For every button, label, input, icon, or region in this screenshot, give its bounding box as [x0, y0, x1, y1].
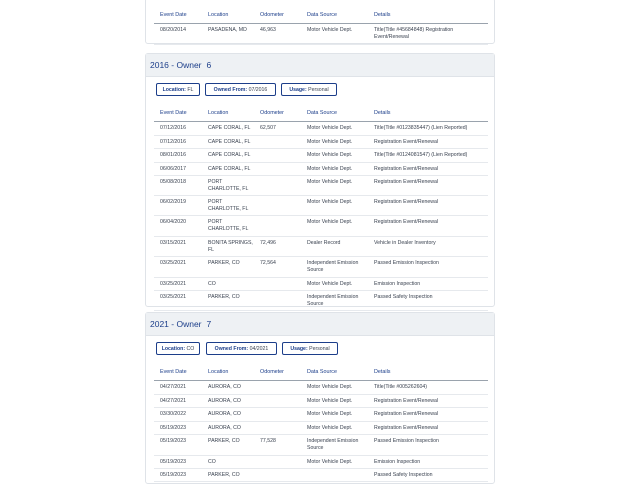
- cell-source: Motor Vehicle Dept.: [307, 125, 353, 131]
- col-event-date: Event Date: [160, 12, 187, 18]
- cell-source: Motor Vehicle Dept.: [307, 398, 353, 404]
- cell-details: Passed Emission Inspection: [374, 438, 439, 444]
- table-row: [154, 395, 488, 408]
- col-event-date: Event Date: [160, 110, 187, 116]
- cell-location: CAPE CORAL, FL: [208, 125, 251, 131]
- owned-from-pill[interactable]: [206, 342, 277, 355]
- cell-date: 03/25/2021: [160, 294, 186, 300]
- table-header: [154, 364, 488, 381]
- table-header: [154, 7, 488, 24]
- table-row: [154, 163, 488, 176]
- cell-date: 06/06/2017: [160, 166, 186, 172]
- cell-odometer: 46,963: [260, 27, 276, 33]
- cell-details: Passed Safety Inspection: [374, 472, 433, 478]
- owned-from-value: 07/2016: [248, 87, 268, 93]
- cell-location: AURORA, CO: [208, 425, 241, 431]
- cell-details: Passed Safety Inspection: [374, 294, 433, 300]
- cell-location: CO: [208, 459, 216, 465]
- cell-source: Motor Vehicle Dept.: [307, 411, 353, 417]
- owner-history-card-prev: [145, 0, 495, 44]
- cell-details: Emission Inspection: [374, 459, 421, 465]
- location-value: FL: [187, 87, 194, 93]
- owner-7-card: [145, 312, 495, 484]
- cell-source: Independent Emission Source: [307, 260, 359, 273]
- owner-6-summary: [146, 77, 494, 103]
- cell-details: Registration Event/Renewal: [374, 199, 439, 205]
- cell-date: 06/04/2020: [160, 219, 186, 225]
- cell-details: Registration Event/Renewal: [374, 411, 439, 417]
- usage-label: Usage:: [289, 87, 307, 93]
- cell-source: Motor Vehicle Dept.: [307, 166, 353, 172]
- col-odometer: Odometer: [260, 110, 284, 116]
- location-value: CO: [186, 346, 195, 352]
- cell-location: PARKER, CO: [208, 472, 240, 478]
- col-location: Location: [208, 110, 229, 116]
- usage-pill[interactable]: [282, 342, 338, 355]
- cell-location: CAPE CORAL, FL: [208, 152, 251, 158]
- location-label: Location:: [162, 87, 186, 93]
- cell-date: 04/27/2021: [160, 398, 186, 404]
- table-row: [154, 291, 488, 311]
- location-pill[interactable]: [156, 342, 200, 355]
- cell-date: 03/25/2021: [160, 260, 186, 266]
- cell-source: Motor Vehicle Dept.: [307, 199, 353, 205]
- table-header: [154, 105, 488, 122]
- cell-date: 05/19/2023: [160, 459, 186, 465]
- cell-location: AURORA, CO: [208, 384, 241, 390]
- cell-source: Motor Vehicle Dept.: [307, 219, 353, 225]
- history-table: [154, 7, 488, 45]
- col-data-source: Data Source: [307, 369, 337, 375]
- cell-date: 07/12/2016: [160, 139, 186, 145]
- table-row: [154, 24, 488, 45]
- cell-date: 05/19/2023: [160, 425, 186, 431]
- table-row: [154, 435, 488, 456]
- cell-date: 06/02/2019: [160, 199, 186, 205]
- history-table: [154, 105, 488, 311]
- cell-details: Registration Event/Renewal: [374, 166, 439, 172]
- table-row: [154, 196, 488, 216]
- cell-location: PARKER, CO: [208, 294, 240, 300]
- table-row: [154, 456, 488, 469]
- cell-source: Independent Emission Source: [307, 438, 359, 451]
- location-label: Location:: [161, 346, 186, 352]
- cell-details: Registration Event/Renewal: [374, 219, 439, 225]
- col-location: Location: [208, 369, 229, 375]
- cell-source: Motor Vehicle Dept.: [307, 152, 353, 158]
- col-details: Details: [374, 369, 391, 375]
- owned-from-pill[interactable]: [205, 83, 276, 96]
- col-details: Details: [374, 110, 391, 116]
- cell-details: Passed Emission Inspection: [374, 260, 439, 266]
- cell-source: Motor Vehicle Dept.: [307, 139, 353, 145]
- cell-date: 07/12/2016: [160, 125, 186, 131]
- table-row: [154, 237, 488, 257]
- cell-location: AURORA, CO: [208, 411, 241, 417]
- cell-source: Motor Vehicle Dept.: [307, 459, 353, 465]
- cell-odometer: 72,564: [260, 260, 276, 266]
- table-row: [154, 149, 488, 163]
- cell-location: AURORA, CO: [208, 398, 241, 404]
- cell-location: PORT CHARLOTTE, FL: [208, 179, 249, 192]
- cell-date: 04/27/2021: [160, 384, 186, 390]
- cell-source: Motor Vehicle Dept.: [307, 384, 353, 390]
- cell-odometer: 77,528: [260, 438, 276, 444]
- table-row: [154, 136, 488, 149]
- table-row: [154, 408, 488, 422]
- usage-pill[interactable]: [281, 83, 337, 96]
- cell-date: 03/25/2021: [160, 281, 186, 287]
- table-row: [154, 278, 488, 291]
- cell-details: Registration Event/Renewal: [374, 179, 439, 185]
- history-table: [154, 364, 488, 482]
- cell-details: Title(Title #005262604): [374, 384, 427, 390]
- owner-7-header: [146, 313, 494, 336]
- owned-from-label: Owned From:: [214, 346, 249, 352]
- col-event-date: Event Date: [160, 369, 187, 375]
- cell-location: PORT CHARLOTTE, FL: [208, 199, 249, 212]
- cell-location: PARKER, CO: [208, 438, 240, 444]
- usage-value: Personal: [309, 346, 330, 352]
- owner-6-title: 2016 - Owner: [150, 60, 202, 70]
- owner-6-header: [146, 54, 494, 77]
- owner-6-card: [145, 53, 495, 307]
- cell-details: Vehicle in Dealer Inventory: [374, 240, 436, 246]
- cell-location: BONITA SPRINGS, FL: [208, 240, 253, 253]
- col-data-source: Data Source: [307, 12, 337, 18]
- cell-location: CAPE CORAL, FL: [208, 139, 251, 145]
- cell-details: Registration Event/Renewal: [374, 425, 439, 431]
- table-row: [154, 422, 488, 435]
- cell-source: Motor Vehicle Dept.: [307, 281, 353, 287]
- cell-date: 05/08/2018: [160, 179, 186, 185]
- cell-details: Registration Event/Renewal: [374, 139, 439, 145]
- cell-date: 08/01/2016: [160, 152, 186, 158]
- cell-source: Motor Vehicle Dept.: [307, 179, 353, 185]
- cell-date: 08/20/2014: [160, 27, 186, 33]
- table-row: [154, 122, 488, 136]
- table-row: [154, 216, 488, 237]
- cell-odometer: 72,496: [260, 240, 276, 246]
- cell-date: 05/19/2023: [160, 472, 186, 478]
- cell-details: Registration Event/Renewal: [374, 398, 439, 404]
- col-details: Details: [374, 12, 391, 18]
- owned-from-value: 04/2021: [249, 346, 269, 352]
- cell-details: Title(Title #0124081547) (Lien Reported): [374, 152, 468, 158]
- cell-details: Title(Title #45684848) Registration Event/Renewal: [374, 27, 454, 40]
- cell-date: 05/19/2023: [160, 438, 186, 444]
- table-row: [154, 176, 488, 196]
- cell-location: CAPE CORAL, FL: [208, 166, 251, 172]
- cell-source: Motor Vehicle Dept.: [307, 27, 353, 33]
- col-data-source: Data Source: [307, 110, 337, 116]
- owned-from-label: Owned From:: [213, 87, 248, 93]
- owner-6-number: 6: [206, 60, 212, 70]
- cell-location: PORT CHARLOTTE, FL: [208, 219, 249, 232]
- owner-7-summary: [146, 336, 494, 362]
- owner-7-number: 7: [206, 319, 212, 329]
- cell-location: PASADENA, MD: [208, 27, 247, 33]
- cell-source: Motor Vehicle Dept.: [307, 425, 353, 431]
- cell-details: Emission Inspection: [374, 281, 421, 287]
- cell-date: 03/30/2022: [160, 411, 186, 417]
- table-row: [154, 381, 488, 395]
- cell-location: PARKER, CO: [208, 260, 240, 266]
- cell-date: 03/15/2021: [160, 240, 186, 246]
- col-odometer: Odometer: [260, 369, 284, 375]
- col-odometer: Odometer: [260, 12, 284, 18]
- location-pill[interactable]: [156, 83, 200, 96]
- cell-location: CO: [208, 281, 216, 287]
- col-location: Location: [208, 12, 229, 18]
- cell-source: Dealer Record: [307, 240, 341, 246]
- table-row: [154, 469, 488, 482]
- usage-value: Personal: [308, 87, 329, 93]
- cell-details: Title(Title #0123835447) (Lien Reported): [374, 125, 468, 131]
- usage-label: Usage:: [290, 346, 308, 352]
- cell-odometer: 62,507: [260, 125, 276, 131]
- owner-7-title: 2021 - Owner: [150, 319, 202, 329]
- table-row: [154, 257, 488, 278]
- cell-source: Independent Emission Source: [307, 294, 359, 307]
